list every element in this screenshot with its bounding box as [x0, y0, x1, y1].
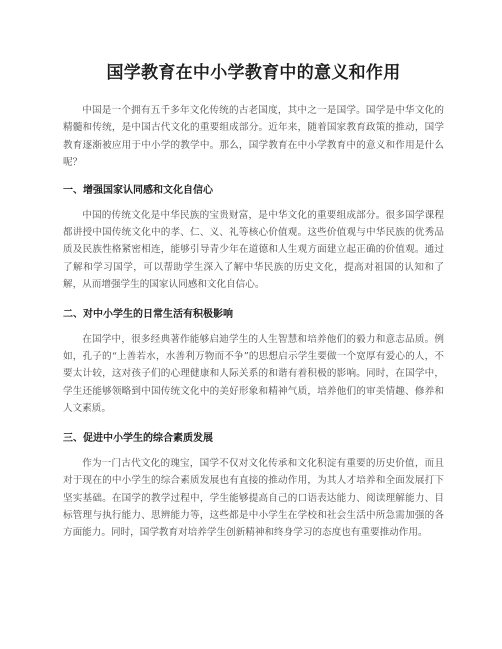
section-1-heading: 一、增强国家认同感和文化自信心: [63, 184, 213, 196]
section-3-paragraph: 作为一门古代文化的瑰宝，国学不仅对文化传承和文化积淀有重要的历史价值，而且对于现在的中小学生的综合素质发展也有直接的推动作用，为其人才培养和全面发展打下坚实基础。在国学的教学过程中，学生能够提高自己的口语表达能力、阅读理解能力、目标管理与执行能力、思辨能力等，这些都是中小学生在学校和社会生活中所急需加强的各方面能力。同时，国学教育对培养学生创新精神和终身学习的态度也有重要推动作用。: [63, 457, 444, 539]
section-2: [63, 308, 444, 418]
section-3: [63, 432, 444, 542]
section-1-paragraph: 中国的传统文化是中华民族的宝贵财富，是中华文化的重要组成部分。很多国学课程都讲授中国传统文化中的孝、仁、义、礼等核心价值观。这些价值观与中华民族的优秀品质及民族性格紧密相连，能够引导青少年在道德和人生观方面建立起正确的价值观。通过了解和学习国学，可以帮助学生深入了解中华民族的历史文化，提高对祖国的认知和了解，从而增强学生的国家认同感和文化自信心。: [63, 209, 444, 291]
document-title: 国学教育在中小学教育中的意义和作用: [106, 63, 401, 83]
intro-paragraph: 中国是一个拥有五千多年文化传统的古老国度，其中之一是国学。国学是中华文化的精髓和传统，是中国古代文化的重要组成部分。近年来，随着国家教育政策的推动，国学教育逐渐被应用于中小学的教学中。那么，国学教育在中小学教育中的意义和作用是什么呢？: [63, 105, 444, 169]
section-3-heading: 三、促进中小学生的综合素质发展: [63, 432, 213, 444]
section-1: [63, 184, 444, 294]
section-2-heading: 二、对中小学生的日常生活有积极影响: [63, 308, 233, 320]
section-2-paragraph: 在国学中，很多经典著作能够启迪学生的人生智慧和培养他们的毅力和意志品质。例如，孔子的“上善若水，水善利万物而不争”的思想启示学生要做一个宽厚有爱心的人，不要太计较，这对孩子们的心理健康和人际关系的和谐有着积极的影响。同时，在国学中，学生还能够领略到中国传统文化中的美好形象和精神气质，培养他们的审美情趣、修养和人文素质。: [63, 333, 444, 415]
